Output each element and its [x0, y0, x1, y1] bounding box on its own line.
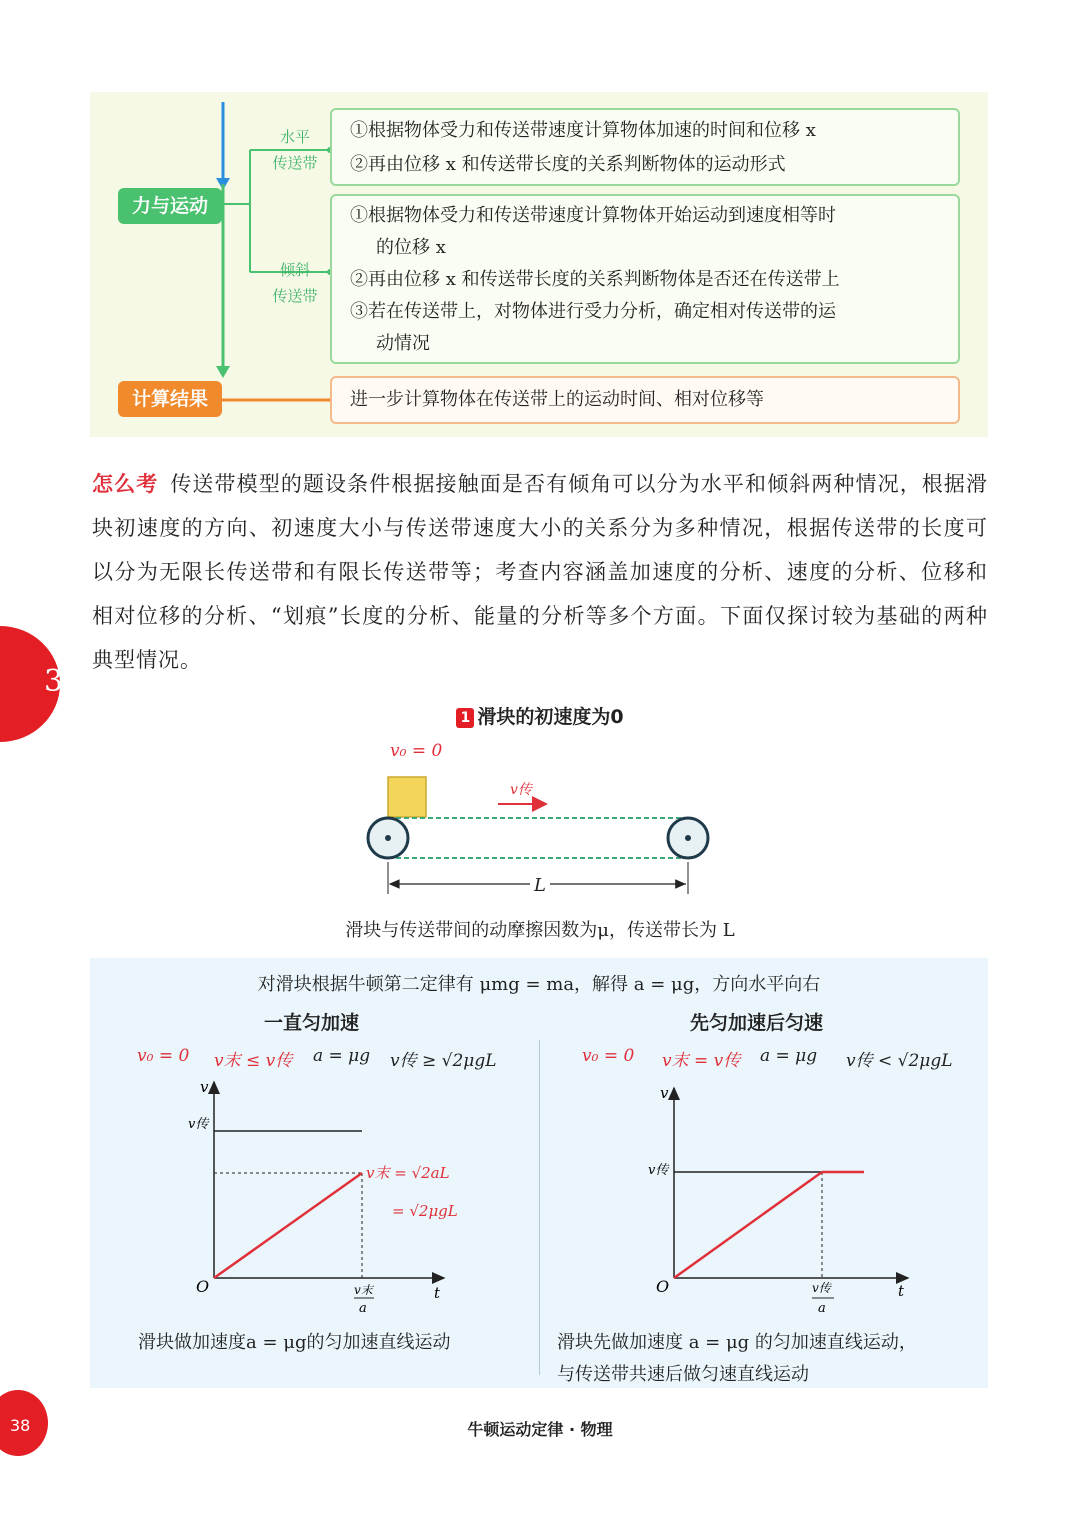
incline-step-1: ①根据物体受力和传送带速度计算物体开始运动到速度相等时 [350, 205, 836, 226]
intro-keyword: 怎么考 [92, 472, 159, 496]
right-description-line1: 滑块先做加速度 a = μg 的匀加速直线运动， [557, 1332, 917, 1353]
left-t-numerator: v末 [354, 1283, 373, 1297]
green-arrow-head [216, 366, 230, 378]
page-number: 38 [10, 1416, 31, 1435]
left-cond-vbelt: v传 ≥ √2μgL [390, 1051, 497, 1071]
incline-step-3: ③若在传送带上，对物体进行受力分析，确定相对传送带的运 [350, 301, 836, 322]
incline-label-line1: 倾斜 [279, 261, 310, 279]
horizontal-step-2: ②再由位移 x 和传送带长度的关系判断物体的运动形式 [350, 154, 786, 175]
case-title-text: 滑块的初速度为0 [477, 706, 624, 728]
horizontal-label-line2: 传送带 [272, 154, 318, 172]
length-label: L [534, 875, 546, 896]
right-t-denominator: a [818, 1301, 826, 1316]
right-accel-line [674, 1172, 822, 1278]
calc-node: 计算结果 [118, 381, 222, 417]
v0-label: v₀ = 0 [390, 741, 443, 761]
right-origin-label: O [656, 1277, 670, 1296]
conveyor-diagram [350, 732, 730, 904]
belt-speed-label: v传 [510, 782, 532, 798]
newton-law-statement: 对滑块根据牛顿第二定律有 μmg = ma，解得 a = μg，方向水平向右 [257, 974, 821, 995]
left-origin-label: O [196, 1277, 210, 1296]
right-vbelt-label: v传 [648, 1163, 669, 1178]
horizontal-steps-box [330, 108, 960, 186]
left-cond-v0: v₀ = 0 [137, 1046, 190, 1066]
right-description [557, 1327, 977, 1391]
left-t-denominator: a [359, 1301, 367, 1316]
intro-paragraph [92, 462, 988, 682]
right-case-title: 先匀加速后匀速 [690, 1012, 824, 1034]
right-cond-vbelt: v传 < √2μgL [846, 1051, 953, 1071]
left-t-axis-label: t [434, 1284, 441, 1302]
left-cond-a: a = μg [313, 1046, 371, 1066]
chapter-number: 3 [44, 664, 64, 699]
right-cond-v0: v₀ = 0 [582, 1046, 635, 1066]
incline-belt-label [260, 257, 330, 309]
left-v-axis-label: v [200, 1078, 209, 1096]
calc-result-text: 进一步计算物体在传送带上的运动时间、相对位移等 [350, 389, 764, 410]
case-title [340, 702, 740, 729]
horizontal-label-line1: 水平 [279, 128, 310, 146]
left-description: 滑块做加速度a = μg的匀加速直线运动 [138, 1332, 451, 1353]
right-pulley-axle [685, 835, 691, 841]
left-vt-graph [180, 1076, 480, 1322]
running-footer: 牛顿运动定律 · 物理 [467, 1420, 613, 1439]
horizontal-step-1: ①根据物体受力和传送带速度计算物体加速的时间和位移 x [350, 120, 816, 141]
root-node: 力与运动 [118, 188, 222, 224]
right-description-line2: 与传送带共速后做匀速直线运动 [557, 1364, 809, 1385]
diagram-caption: 滑块与传送带间的动摩擦因数为μ，传送带长为 L [345, 920, 735, 941]
left-case-title: 一直匀加速 [264, 1012, 360, 1034]
incline-label-line2: 传送带 [272, 287, 318, 305]
right-cond-a: a = μg [760, 1046, 818, 1066]
left-accel-line [214, 1173, 362, 1278]
incline-steps-box [330, 194, 960, 364]
case-badge: 1 [456, 708, 474, 728]
calc-result-box [330, 376, 960, 424]
horizontal-belt-label [260, 124, 330, 176]
left-vend-formula-1: v末 = √2aL [366, 1164, 450, 1182]
right-t-axis-label: t [898, 1282, 905, 1300]
left-vbelt-label: v传 [188, 1117, 209, 1132]
left-pulley-axle [385, 835, 391, 841]
right-cond-vend: v末 = v传 [662, 1051, 741, 1071]
incline-step-1-cont: 的位移 x [376, 237, 446, 258]
incline-step-3-cont: 动情况 [376, 333, 430, 354]
panel-divider [539, 1040, 540, 1375]
slider-block [388, 777, 426, 817]
right-t-numerator: v传 [812, 1281, 831, 1295]
incline-step-2: ②再由位移 x 和传送带长度的关系判断物体是否还在传送带上 [350, 269, 840, 290]
right-vt-graph [640, 1076, 940, 1322]
left-cond-vend: v末 ≤ v传 [214, 1051, 293, 1071]
right-v-axis-label: v [660, 1084, 669, 1102]
intro-text: 传送带模型的题设条件根据接触面是否有倾角可以分为水平和倾斜两种情况，根据滑块初速度的方向、初速度大小与传送带速度大小的关系分为多种情况，根据传送带的长度可以分为无限长传送带和有限长传送带等；考查内容涵盖加速度的分析、速度的分析、位移和相对位移的分析、“划痕”长度的分析、能量的分析等多个方面。下面仅探讨较为基础的两种典型情况。 [92, 472, 989, 672]
left-vend-formula-2: = √2μgL [392, 1202, 458, 1220]
